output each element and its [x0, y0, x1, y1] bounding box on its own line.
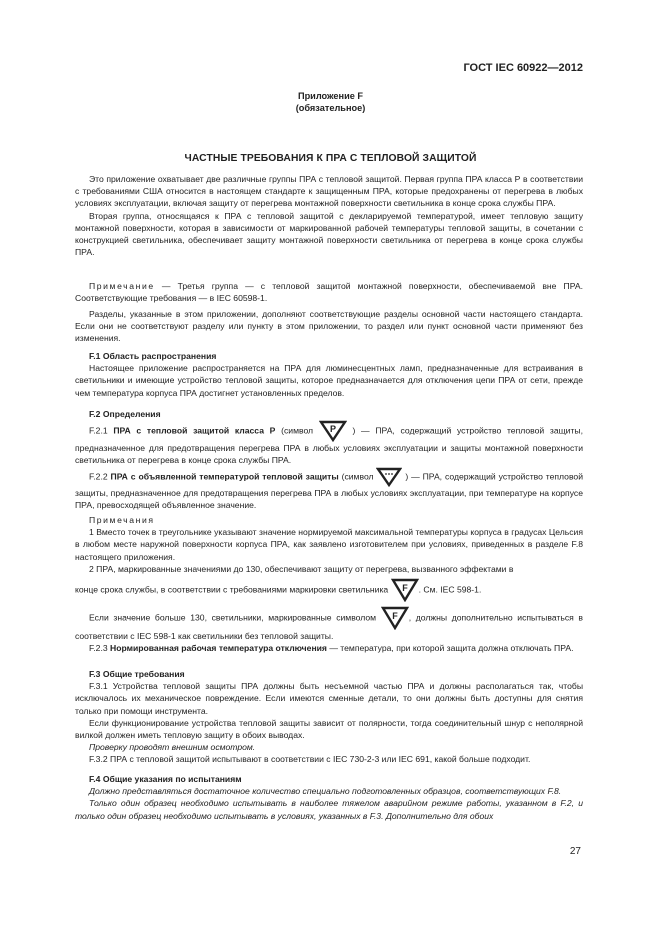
luminaire-f-triangle-icon — [381, 606, 409, 630]
intro-paragraph: Это приложение охватывает две различные группы ПРА с тепловой защитой. Первая группа ПРА класса Р в соответствии с требованиями США относится в настоящем стандарте к защищенным ПРА, которые предохранены от перегрева в любых условиях эксплуатации, включая защиту от перегрева монтажной поверхности светильника в конце срока службы ПРА. — [75, 174, 583, 209]
intro-paragraph: Вторая группа, относящаяся к ПРА с тепловой защитой с декларируемой температурой, имеет тепловую защиту монтажной поверхности, которая в зависимости от маркированной рабочей температуры тепловой защиты, в сочетании с конструкцией светильника, обеспечивает защиту монтажной поверхности светильника от перегрева в конце срока службы ПРА. — [75, 210, 583, 258]
notes-label: Примечания — [89, 515, 155, 525]
page-number: 27 — [569, 846, 581, 857]
section-f2 — [75, 408, 583, 511]
appendix-subtitle: (обязательное) — [295, 103, 366, 113]
section-paragraph: Должно представляться достаточное количество специально подготовленных образцов, соответствующих F.8. — [89, 786, 562, 797]
section-f4 — [75, 773, 583, 822]
section-title: ЧАСТНЫЕ ТРЕБОВАНИЯ К ПРА С ТЕПЛОВОЙ ЗАЩИТОЙ — [184, 153, 477, 164]
definition-f22: F.2.2 ПРА с объявленной температурой тепловой защиты (символ ) — ПРА, содержащий устройство тепловой защиты, предназначенное для предотвращения перегрева ПРА в любых условиях эксплуатации, при температуре на корпусе ПРА, превосходящей объявленное значение. — [75, 467, 583, 511]
section-f3 — [75, 668, 583, 766]
intro-note — [75, 280, 583, 304]
f2-notes — [75, 514, 583, 575]
definition-f21: F.2.1 ПРА с тепловой защитой класса Р (символ P ) — ПРА, содержащий устройство тепловой защиты, предназначенное для предотвращения перегрева ПРА в любых условиях эксплуатации и защиты монтажной поверхности светильника от перегрева в конце срока службы ПРА. — [75, 420, 583, 466]
intro-scope-note — [75, 308, 583, 345]
note-text: — Третья группа — с тепловой защитой монтажной поверхности, обеспечиваемой вне ПРА. Соответствующие требования — в IEC 60598-1. — [75, 281, 583, 304]
section-paragraph: F.3.2 ПРА с тепловой защитой испытывают в соответствии с IEC 730-2-3 или IEC 691, какой больше подходит. — [89, 754, 531, 765]
appendix-title: Приложение F — [297, 91, 364, 101]
note-2-continuation: конце срока службы, в соответствии с требованиями маркировки светильника F . См. IEC 598-1. — [75, 578, 583, 602]
section-paragraph: Проверку проводят внешним осмотром. — [89, 742, 256, 753]
note-2: 2 ПРА, маркированные значениями до 130, обеспечивают защиту от перегрева, вызванного эффектами в — [89, 563, 514, 574]
section-paragraph: Настоящее приложение распространяется на ПРА для люминесцентных ламп, предназначенные для встраивания в светильники и имеющие устройство тепловой защиты, которое предназначается для отключения цепи ПРА от сети, прежде чем температура корпуса ПРА достигнет установленных пределов. — [75, 363, 583, 398]
section-heading: F.1 Область распространения — [89, 351, 217, 361]
section-paragraph: Если функционирование устройства тепловой защиты зависит от полярности, тогда соединительный шнур с неполярной вилкой должен иметь тепловую защиту в обоих выводах. — [75, 717, 583, 741]
triangle-label: F — [391, 611, 398, 621]
triangle-label: F — [401, 583, 408, 593]
section-f1 — [75, 350, 583, 399]
note-3: Если значение больше 130, светильники, маркированные символом F , должны дополнительно испытываться в соответствии с IEC 598-1 как светильники без тепловой защиты. F.2.3 Нормированная рабочая температура отключения — температура, при которой защита должна отключать ПРА. — [75, 606, 583, 654]
luminaire-f-triangle-icon — [391, 578, 419, 602]
note-1: 1 Вместо точек в треугольнике указывают значение нормируемой максимальной температуры корпуса в градусах Цельсия в любом месте наружной поверхности корпуса ПРА, как заявлено изготовителем при условиях, приведенных в разделе F.8 настоящего приложения. — [75, 527, 583, 562]
section-heading: F.2 Определения — [89, 409, 161, 419]
intro-paragraph: Разделы, указанные в этом приложении, дополняют соответствующие разделы основной части настоящего стандарта. Если они не соответствуют разделу или пункту в этом приложении, то раздел или пункт основной части применяют без изменения. — [75, 309, 583, 344]
declared-temp-triangle-icon — [376, 467, 402, 487]
definition-f23: F.2.3 Нормированная рабочая температура отключения — температура, при которой защита должна отключать ПРА. — [89, 643, 574, 654]
section-heading: F.4 Общие указания по испытаниям — [89, 774, 242, 784]
section-heading: F.3 Общие требования — [89, 669, 185, 679]
intro-block — [75, 173, 583, 258]
class-p-triangle-icon — [319, 420, 347, 442]
note-label: Примечание — [89, 281, 155, 291]
triangle-label: P — [329, 424, 336, 435]
document-code: ГОСТ IEC 60922—2012 — [463, 62, 583, 74]
section-paragraph: F.3.1 Устройства тепловой защиты ПРА должны быть несъемной частью ПРА и должны располагаться так, чтобы исключалось их механическое повреждение. Если имеются сменные детали, то они должны быть доступны для снятия только при помощи инструмента. — [75, 681, 583, 716]
section-paragraph: Только один образец необходимо испытывать в наиболее тяжелом аварийном режиме работы, указанном в F.2, и только один образец необходимо испытывать в условиях, указанных в F.3. Дополнительно для обоих — [75, 798, 583, 821]
